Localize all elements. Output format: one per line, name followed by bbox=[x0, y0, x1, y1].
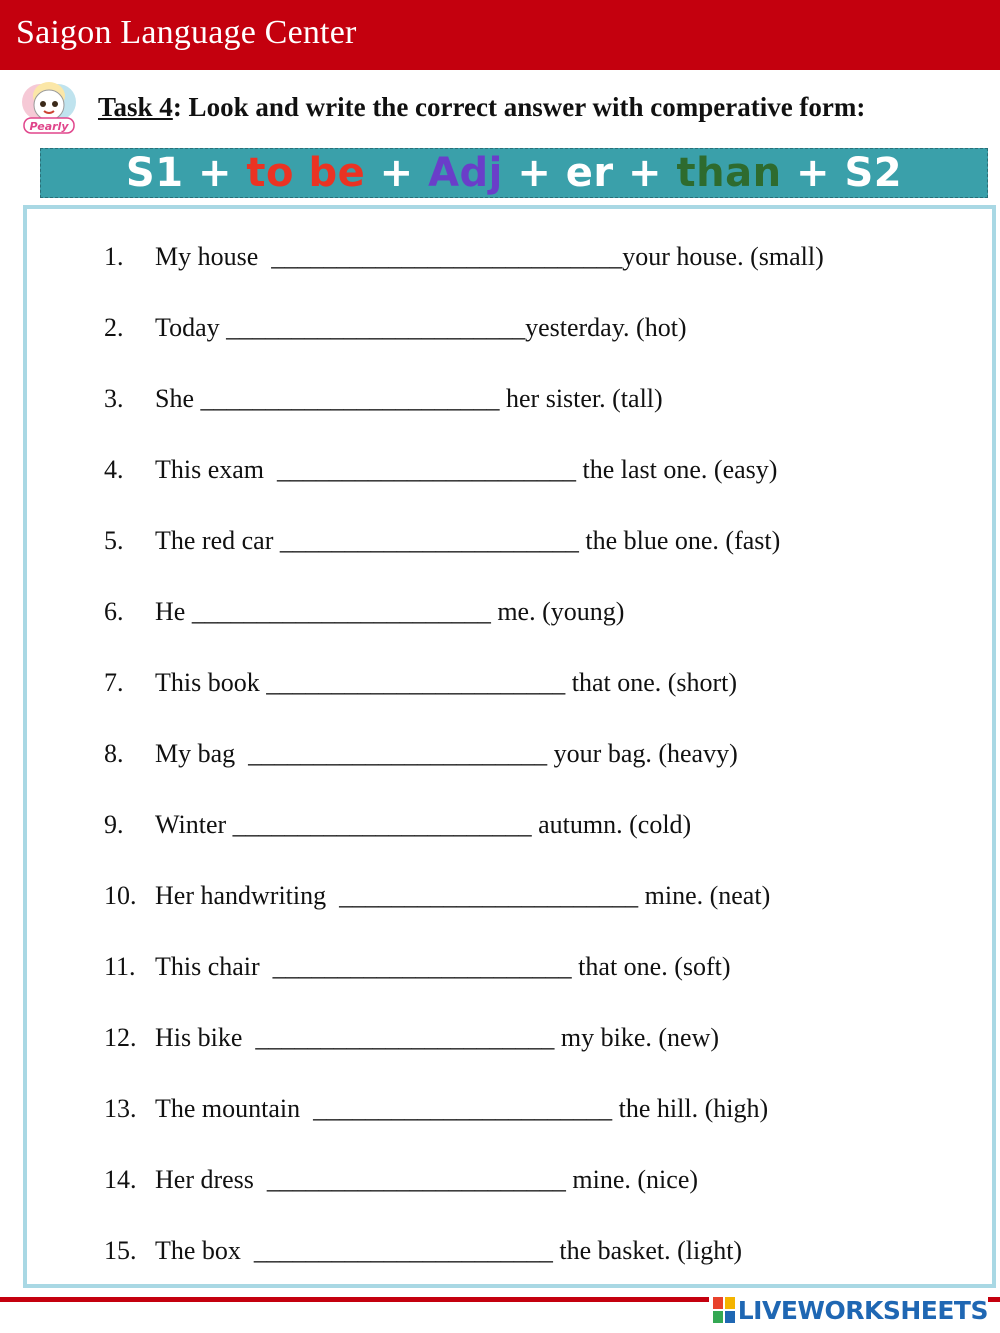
exercise-number: 13. bbox=[104, 1094, 137, 1123]
exercise-text[interactable]: This book _______________________ that one. (short) bbox=[155, 668, 738, 697]
exercise-text[interactable]: He _______________________ me. (young) bbox=[155, 597, 625, 626]
organization-name: Saigon Language Center bbox=[16, 14, 357, 51]
task-instruction: : Look and write the correct answer with comperative form: bbox=[172, 92, 866, 122]
exercise-text[interactable]: My bag _______________________ your bag. (heavy) bbox=[155, 739, 738, 768]
formula-banner bbox=[40, 148, 988, 198]
formula-plus: + bbox=[365, 150, 429, 196]
exercise-text[interactable]: This exam _______________________ the last one. (easy) bbox=[155, 455, 778, 484]
formula-than: than bbox=[676, 150, 782, 196]
exercise-number: 7. bbox=[104, 668, 124, 697]
exercise-text[interactable]: This chair _______________________ that one. (soft) bbox=[155, 952, 731, 981]
task-heading bbox=[98, 92, 865, 123]
exercise-text[interactable]: Winter _______________________ autumn. (cold) bbox=[155, 810, 692, 839]
exercise-number: 8. bbox=[104, 739, 124, 768]
liveworksheets-brand: LIVEWORKSHEETS bbox=[737, 1295, 988, 1325]
header-bar bbox=[0, 0, 1000, 70]
exercise-number: 11. bbox=[104, 952, 136, 981]
exercise-number: 2. bbox=[104, 313, 124, 342]
formula-er: + er + bbox=[502, 150, 677, 196]
exercise-number: 3. bbox=[104, 384, 124, 413]
exercise-text[interactable]: She _______________________ her sister. (tall) bbox=[155, 384, 663, 413]
formula-subject: S1 + bbox=[125, 150, 247, 196]
exercise-number: 1. bbox=[104, 242, 124, 271]
exercise-text[interactable]: The box _______________________ the basket. (light) bbox=[155, 1236, 743, 1265]
liveworksheets-logo[interactable] bbox=[709, 1295, 988, 1325]
exercise-number: 6. bbox=[104, 597, 124, 626]
exercise-text[interactable]: The red car _______________________ the blue one. (fast) bbox=[155, 526, 781, 555]
formula-to-be: to be bbox=[246, 150, 366, 196]
exercise-text[interactable]: The mountain _______________________ the hill. (high) bbox=[155, 1094, 769, 1123]
pearly-mascot-icon bbox=[18, 78, 80, 136]
formula-adj: Adj bbox=[428, 150, 503, 196]
exercise-text[interactable]: His bike _______________________ my bike. (new) bbox=[155, 1023, 720, 1052]
exercise-number: 9. bbox=[104, 810, 124, 839]
exercise-number: 15. bbox=[104, 1236, 137, 1265]
exercise-number: 5. bbox=[104, 526, 124, 555]
exercise-number: 4. bbox=[104, 455, 124, 484]
exercise-number: 12. bbox=[104, 1023, 137, 1052]
exercise-text[interactable]: Her handwriting _______________________ mine. (neat) bbox=[155, 881, 771, 910]
formula-s2: + S2 bbox=[781, 150, 903, 196]
exercise-text[interactable]: My house ___________________________your house. (small) bbox=[155, 242, 824, 271]
task-number: Task 4 bbox=[98, 92, 173, 122]
svg-text:Pearly: Pearly bbox=[29, 120, 69, 133]
exercise-text[interactable]: Her dress _______________________ mine. (nice) bbox=[155, 1165, 699, 1194]
liveworksheets-logo-icon bbox=[713, 1297, 735, 1323]
exercise-number: 10. bbox=[104, 881, 137, 910]
exercise-text[interactable]: Today _______________________yesterday. (hot) bbox=[155, 313, 687, 342]
exercise-number: 14. bbox=[104, 1165, 137, 1194]
